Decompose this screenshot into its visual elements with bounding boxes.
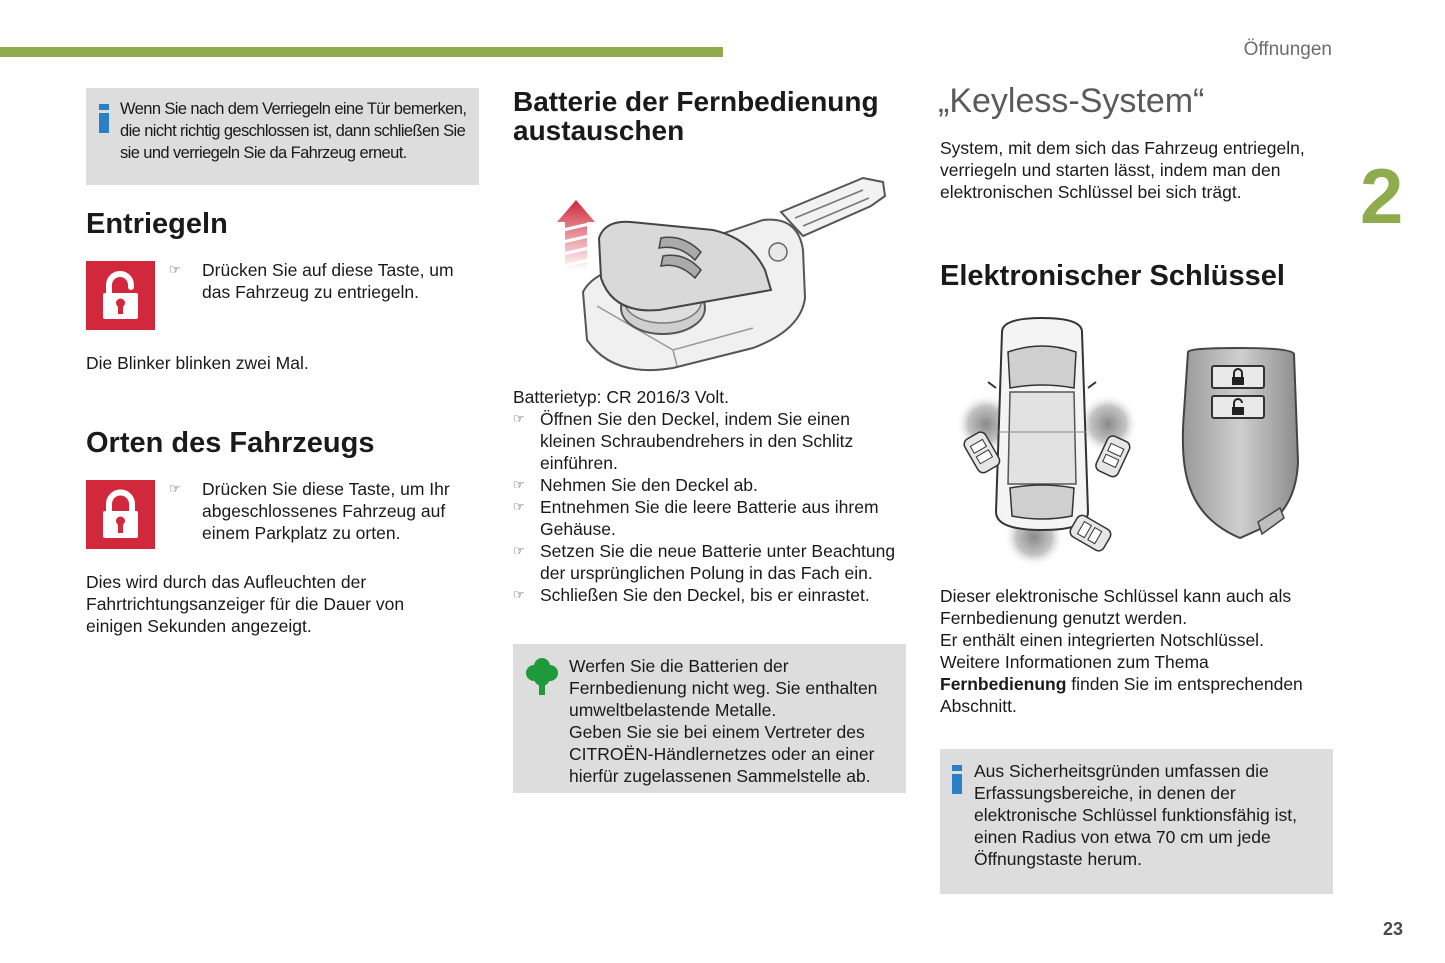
info-icon [951, 765, 963, 794]
ekey-line3-bold: Fernbedienung [940, 674, 1067, 694]
step-text: Setzen Sie die neue Batterie unter Beachtung der ursprünglichen Polung in das Fach ein. [540, 541, 896, 583]
step-text: Öffnen Sie den Deckel, indem Sie einen kleinen Schraubendrehers in den Schlitz einführen. [540, 409, 854, 473]
header-accent-bar [0, 47, 723, 57]
electronic-key-text [940, 585, 1333, 717]
hand-pointer-icon: ☞ [169, 262, 181, 277]
section-title: Öffnungen [1243, 39, 1332, 60]
remote-key-battery-illustration [513, 160, 906, 382]
step-text: Schließen Sie den Deckel, bis er einrastet. [540, 585, 870, 605]
safety-note-text: Aus Sicherheitsgründen umfassen die Erfassungsbereiche, in denen der elektronische Schlüssel funktionsfähig ist, einen Radius von etwa 70 cm um jede Öffnungstaste herum. [974, 761, 1297, 869]
ekey-line3 [940, 651, 1333, 717]
hand-pointer-icon: ☞ [513, 411, 525, 426]
bullet-entriegeln [169, 259, 479, 303]
ekey-line2: Er enthält einen integrierten Notschlüssel. [940, 630, 1264, 650]
bullet-orten-text: Drücken Sie diese Taste, um Ihr abgeschlossenes Fahrzeug auf einem Parkplatz zu orten. [202, 479, 450, 543]
info-note-text: Wenn Sie nach dem Verriegeln eine Tür bemerken, die nicht richtig geschlossen ist, dann schließen Sie sie und verriegeln Sie da Fahrzeug erneut. [120, 100, 467, 162]
heading-electronic-key: Elektronischer Schlüssel [940, 260, 1285, 292]
bullet-entriegeln-text: Drücken Sie auf diese Taste, um das Fahrzeug zu entriegeln. [202, 260, 454, 302]
eco-note-line1: Werfen Sie die Batterien der Fernbedienung nicht weg. Sie enthalten umweltbelastende Metalle. [569, 656, 878, 720]
heading-entriegeln: Entriegeln [86, 208, 228, 240]
eco-note-line2: Geben Sie sie bei einem Vertreter des CITROËN-Händlernetzes oder an einer hierfür zugelassenen Sammelstelle ab. [569, 722, 875, 786]
hand-pointer-icon: ☞ [513, 587, 525, 602]
hand-pointer-icon: ☞ [513, 499, 525, 514]
heading-keyless: „Keyless-System“ [938, 82, 1205, 120]
info-note-door [86, 88, 479, 185]
tree-icon [525, 656, 559, 696]
step-text: Entnehmen Sie die leere Batterie aus ihrem Gehäuse. [540, 497, 879, 539]
unlock-icon [86, 261, 155, 330]
list-item [513, 496, 906, 540]
ekey-line1: Dieser elektronische Schlüssel kann auch als Fernbedienung genutzt werden. [940, 586, 1292, 628]
step-text: Nehmen Sie den Deckel ab. [540, 475, 758, 495]
hand-pointer-icon: ☞ [169, 481, 181, 496]
keyless-zones-illustration [940, 312, 1333, 574]
eco-note [513, 644, 906, 793]
chapter-number: 2 [1360, 152, 1404, 240]
heading-batterie [513, 87, 879, 145]
ekey-line3-pre: Weitere Informationen zum Thema [940, 652, 1209, 672]
ekey-line3-post: finden Sie im entsprechenden Abschnitt. [940, 674, 1303, 716]
list-item [513, 408, 906, 474]
heading-orten: Orten des Fahrzeugs [86, 427, 375, 459]
hand-pointer-icon: ☞ [513, 477, 525, 492]
keyless-text: System, mit dem sich das Fahrzeug entriegeln, verriegeln und starten lässt, indem man den elektronischen Schlüssel bei sich trägt. [940, 138, 1305, 202]
bullet-orten [169, 478, 479, 544]
info-note-safety [940, 749, 1333, 894]
hand-pointer-icon: ☞ [513, 543, 525, 558]
battery-steps-list [513, 408, 906, 606]
list-item [513, 584, 906, 606]
info-icon [98, 104, 110, 133]
orten-after-text: Dies wird durch das Aufleuchten der Fahrtrichtungsanzeiger für die Dauer von einigen Sekunden angezeigt. [86, 572, 405, 636]
eco-note-text [569, 655, 903, 787]
lock-icon [86, 480, 155, 549]
entriegeln-after-text: Die Blinker blinken zwei Mal. [86, 353, 309, 373]
unlock-button-tile [86, 261, 155, 330]
list-item [513, 540, 906, 584]
page-number: 23 [1383, 919, 1404, 939]
lock-button-tile [86, 480, 155, 549]
battery-type: Batterietyp: CR 2016/3 Volt. [513, 387, 729, 407]
heading-batterie-line1: Batterie der Fernbedienung [513, 86, 879, 117]
list-item [513, 474, 906, 496]
heading-batterie-line2: austauschen [513, 115, 685, 146]
